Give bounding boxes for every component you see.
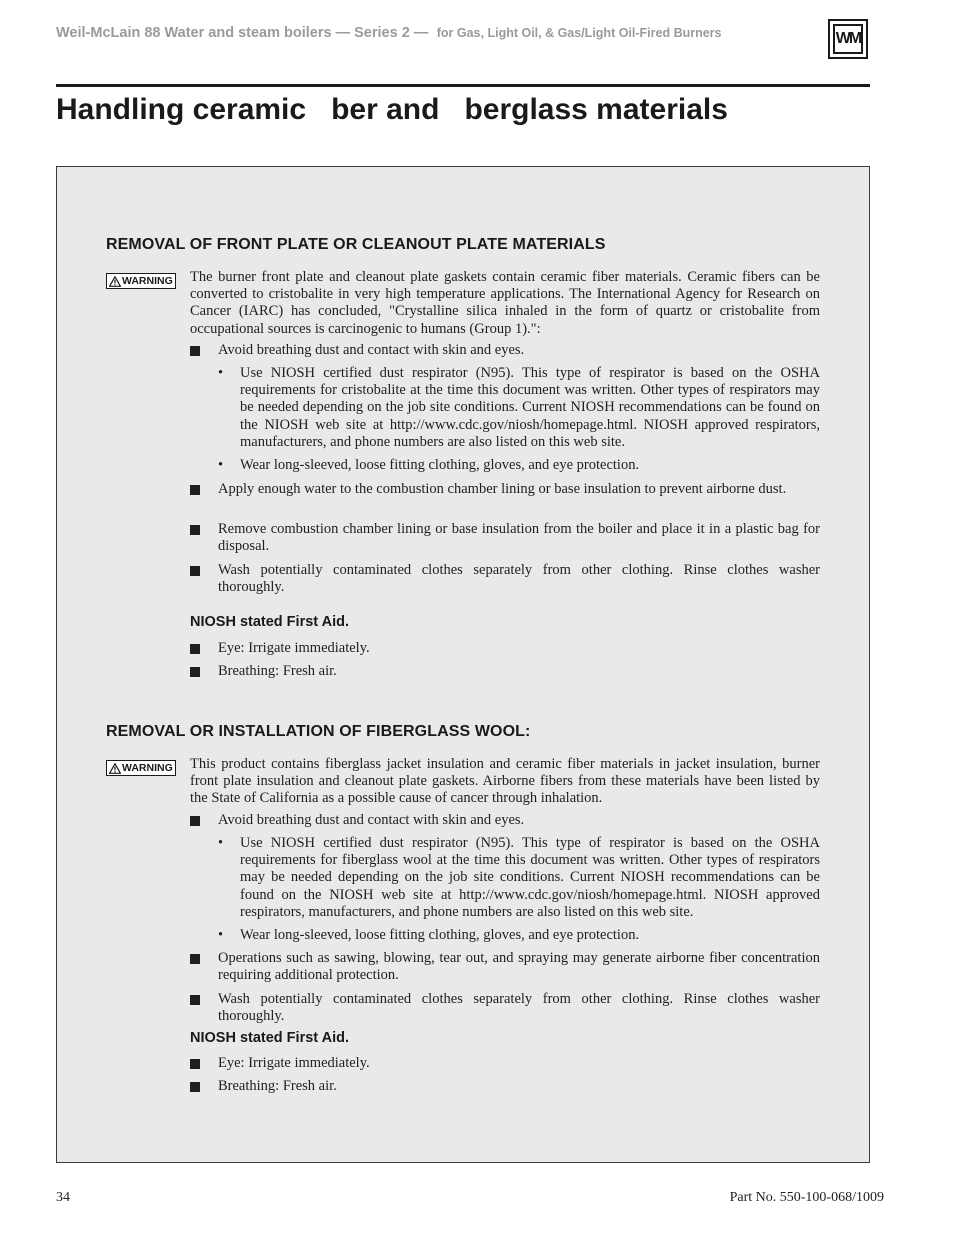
warning-badge-1 (106, 273, 176, 289)
section-2-intro: This product contains fiberglass jacket insulation and ceramic fiber materials in jacket insulation, burner front plate insulation and cleanout plate gaskets. Airborne fibers from these materials have been listed by the State of California as a possible cause of cancer through inhalation. (190, 756, 820, 807)
sub-list-item: • Use NIOSH certified dust respirator (N95). This type of respirator is based on the OSHA requirements for cristobalite at the time this document was written. Other types of respirators may be needed depending on the job site conditions. Current NIOSH recommendations can be found on the NIOSH web site at http://www.cdc.gov/niosh/homepage.html. NIOSH approved respirators, manufacturers, and phone numbers are also listed on this web site. (218, 365, 820, 450)
warning-triangle-icon (109, 763, 121, 774)
first-aid-heading-2: NIOSH stated First Aid. (190, 1030, 349, 1046)
sub-bullet-text: Use NIOSH certified dust respirator (N95). This type of respirator is based on the OSHA requirements for fiberglass wool at the time this document was written. Other types of respirators may be needed depending on the job site conditions. Current NIOSH recommendations can be found on the NIOSH web site at http://www.cdc.gov/niosh/homepage.html. NIOSH approved respirators, manufacturers, and phone numbers are also listed on this web site. (240, 835, 820, 920)
bullet-text: Breathing: Fresh air. (218, 1078, 337, 1094)
sub-list-item: • Wear long-sleeved, loose fitting clothing, gloves, and eye protection. (216, 457, 820, 474)
list-item (190, 663, 820, 680)
brand-logo (828, 19, 868, 59)
part-number: Part No. 550-100-068/1009 (729, 1190, 884, 1205)
bullet-text: Operations such as sawing, blowing, tear out, and spraying may generate airborne fiber concentration requiring additional protection. (218, 950, 820, 984)
list-item (190, 991, 820, 1025)
warning-label: WARNING (122, 275, 173, 287)
warning-badge-2 (106, 760, 176, 776)
list-item (190, 640, 820, 657)
list-item (190, 950, 820, 984)
bullet-text: Breathing: Fresh air. (218, 663, 337, 679)
header-rule (56, 84, 870, 87)
list-item (190, 1078, 820, 1095)
sub-list-item: • Wear long-sleeved, loose fitting clothing, gloves, and eye protection. (216, 927, 820, 944)
bullet-text: Apply enough water to the combustion chamber lining or base insulation to prevent airborne dust. (218, 481, 787, 497)
list-item (190, 562, 820, 596)
bullet-text: Wash potentially contaminated clothes separately from other clothing. Rinse clothes washer thoroughly. (218, 991, 820, 1025)
sub-bullet-text: Use NIOSH certified dust respirator (N95). This type of respirator is based on the OSHA requirements for cristobalite at the time this document was written. Other types of respirators may be needed depending on the job site conditions. Current NIOSH recommendations can be found on the NIOSH web site at http://www.cdc.gov/niosh/homepage.html. NIOSH approved respirators, manufacturers, and phone numbers are also listed on this web site. (240, 365, 820, 450)
header-main: Weil-McLain 88 Water and steam boilers — Series 2 — (56, 25, 429, 41)
bullet-text: Avoid breathing dust and contact with skin and eyes. (218, 812, 525, 828)
page-number: 34 (56, 1190, 70, 1205)
list-item (190, 521, 820, 555)
bullet-text: Remove combustion chamber lining or base insulation from the boiler and place it in a plastic bag for disposal. (218, 521, 820, 555)
list-item (190, 481, 820, 498)
bullet-text: Eye: Irrigate immediately. (218, 1055, 370, 1071)
header-sub: for Gas, Light Oil, & Gas/Light Oil-Fired Burners (436, 26, 722, 40)
brand-logo-mark: WM (835, 30, 861, 47)
bullet-text: Eye: Irrigate immediately. (218, 640, 370, 656)
section-1-heading: REMOVAL OF FRONT PLATE OR CLEANOUT PLATE MATERIALS (106, 236, 606, 253)
list-item (190, 342, 820, 359)
section-1-intro: The burner front plate and cleanout plate gaskets contain ceramic fiber materials. Ceramic fibers can be converted to cristobalite in very high temperature applications. The International Agency for Research on Cancer (IARC) has concluded, "Crystalline silica inhaled in the form of quartz or cristobalite from occupational sources is carcinogenic to humans (Group 1).": (190, 269, 820, 337)
document-header (56, 24, 816, 46)
bullet-text: Avoid breathing dust and contact with skin and eyes. (218, 342, 525, 358)
page-title: Handling ceramic ber and berglass materials (56, 93, 728, 126)
sub-list-item: • Use NIOSH certified dust respirator (N95). This type of respirator is based on the OSHA requirements for fiberglass wool at the time this document was written. Other types of respirators may be needed depending on the job site conditions. Current NIOSH recommendations can be found on the NIOSH web site at http://www.cdc.gov/niosh/homepage.html. NIOSH approved respirators, manufacturers, and phone numbers are also listed on this web site. (218, 835, 820, 920)
first-aid-heading-1: NIOSH stated First Aid. (190, 614, 349, 630)
warning-triangle-icon (109, 276, 121, 287)
warning-label: WARNING (122, 762, 173, 774)
list-item (190, 1055, 820, 1072)
section-2-heading: REMOVAL OR INSTALLATION OF FIBERGLASS WOOL: (106, 723, 531, 740)
bullet-text: Wash potentially contaminated clothes separately from other clothing. Rinse clothes washer thoroughly. (218, 562, 820, 596)
sub-bullet-text: Wear long-sleeved, loose fitting clothing, gloves, and eye protection. (240, 457, 640, 473)
list-item (190, 812, 820, 829)
sub-bullet-text: Wear long-sleeved, loose fitting clothing, gloves, and eye protection. (240, 927, 640, 943)
